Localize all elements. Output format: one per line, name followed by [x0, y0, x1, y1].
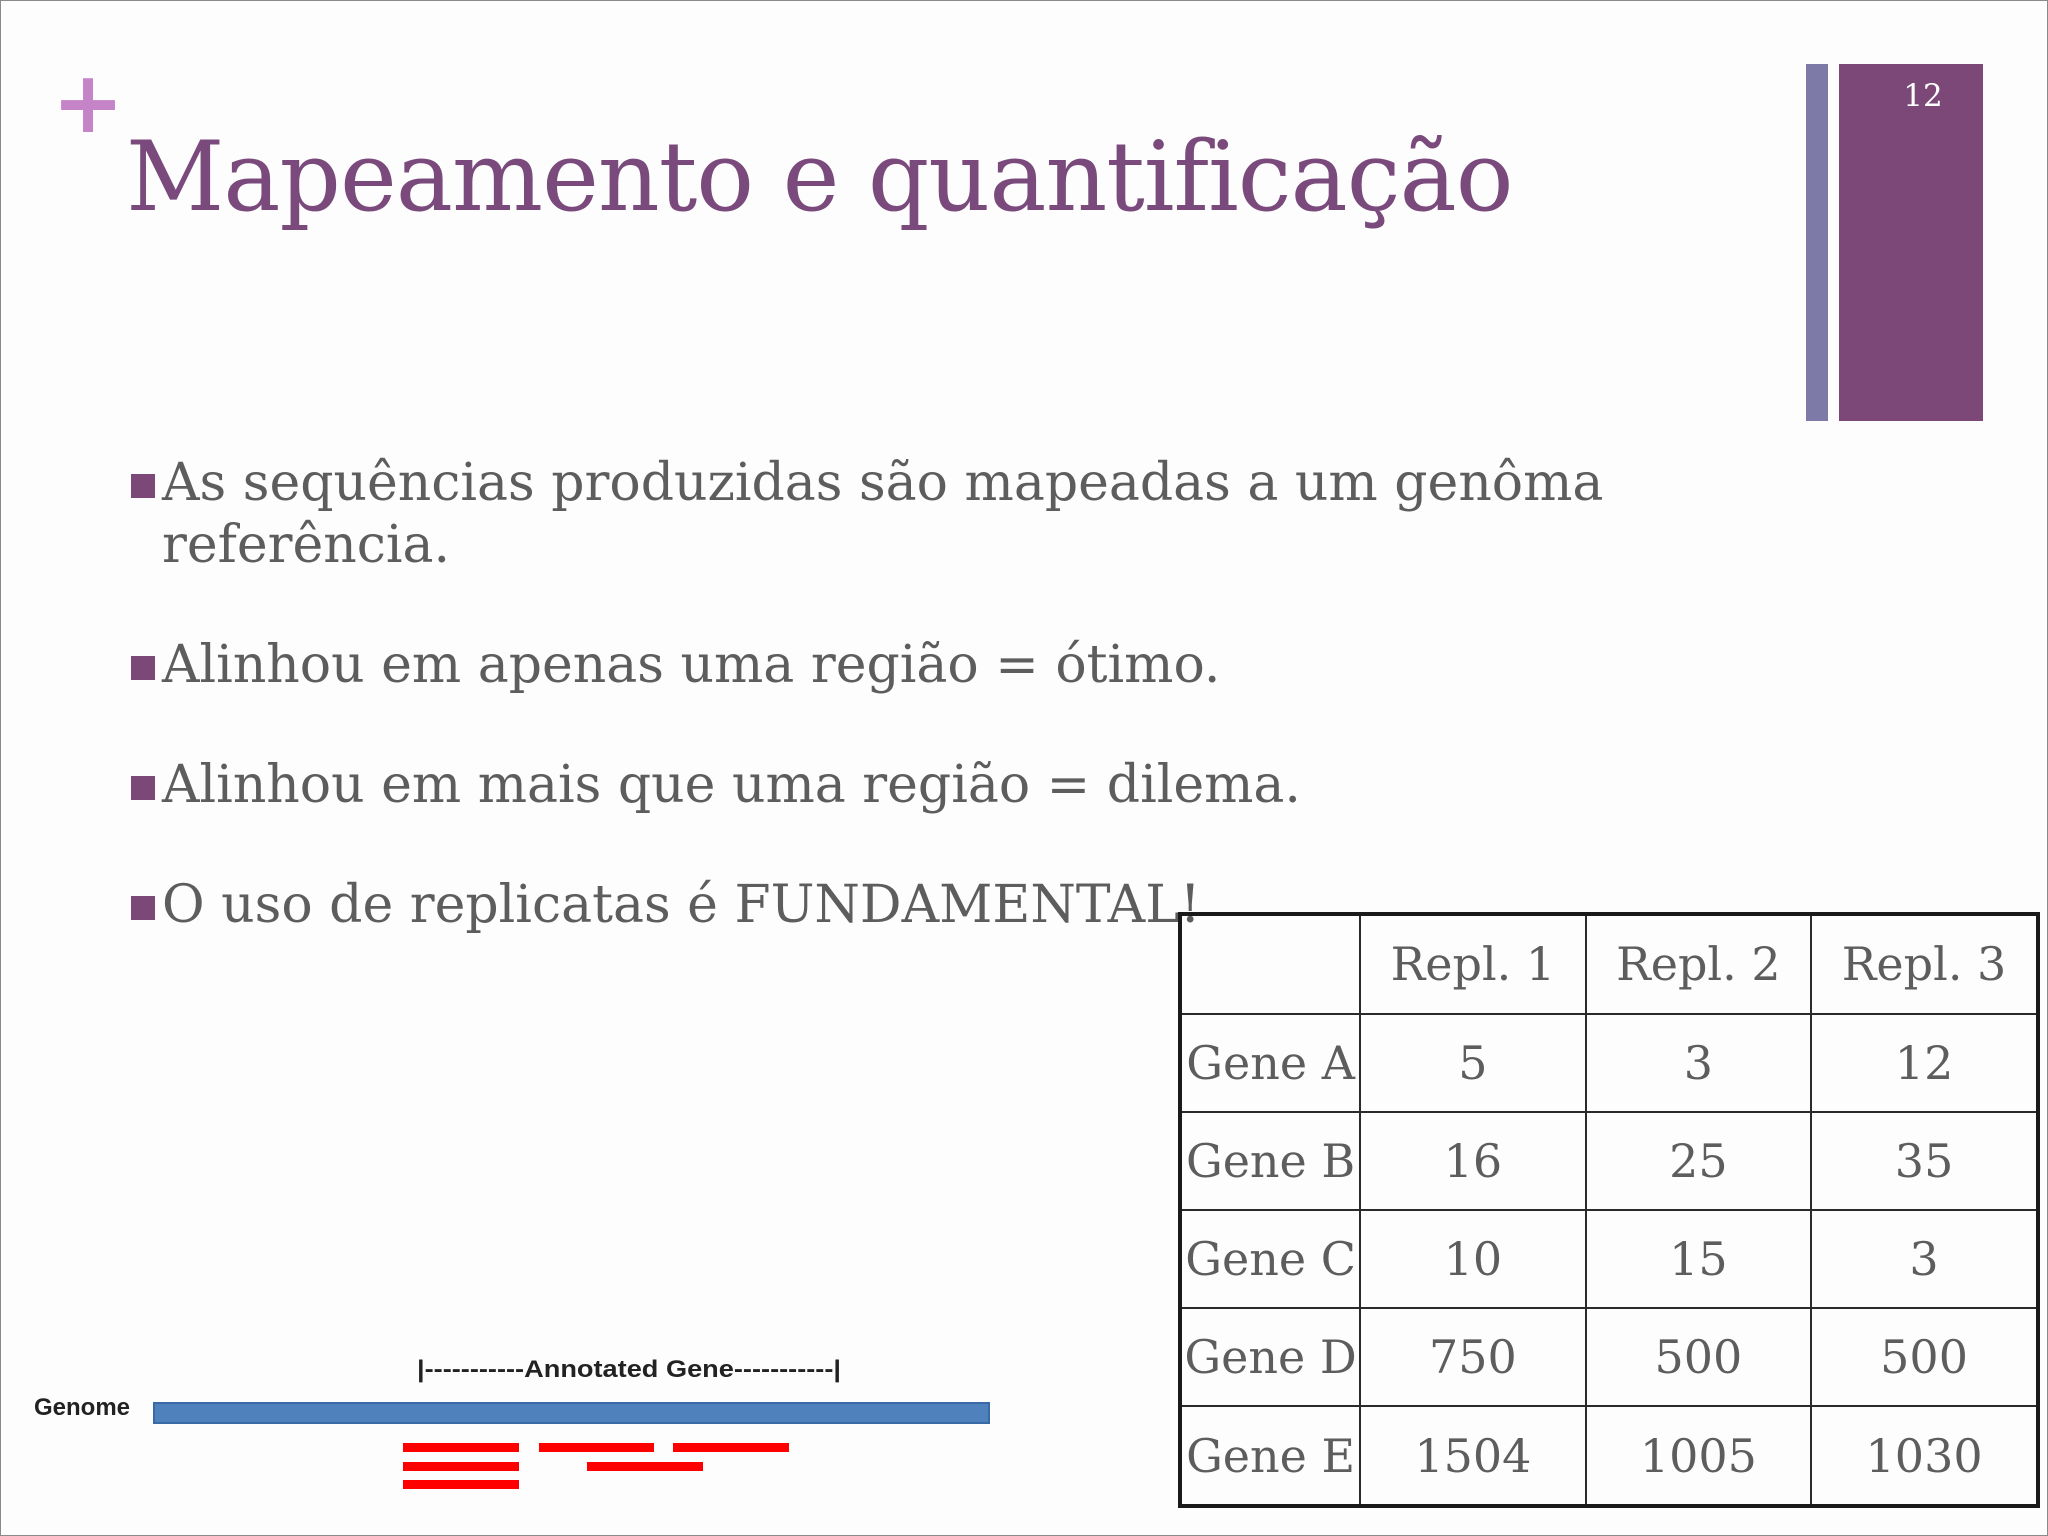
- bullet-square-icon: [131, 656, 155, 680]
- mapped-read: [403, 1443, 519, 1452]
- count-cell: 500: [1586, 1308, 1811, 1406]
- table-row: [1180, 1014, 2038, 1112]
- gene-name-cell: Gene E: [1180, 1406, 1360, 1506]
- table-header-cell: Repl. 1: [1360, 914, 1585, 1014]
- bullet-text: As sequências produzidas são mapeadas a um genôma referência.: [162, 453, 1604, 575]
- genome-label: Genome: [34, 1394, 131, 1421]
- count-cell: 25: [1586, 1112, 1811, 1210]
- mapped-read: [539, 1443, 654, 1452]
- gene-name-cell: Gene A: [1180, 1014, 1360, 1112]
- mapped-read: [587, 1462, 703, 1471]
- page-number: 12: [1903, 78, 1943, 114]
- table-row: [1180, 1406, 2038, 1506]
- bullet-item: [128, 452, 1628, 576]
- bullet-square-icon: [131, 776, 155, 800]
- count-cell: 1504: [1360, 1406, 1585, 1506]
- bullet-text: Alinhou em apenas uma região = ótimo.: [162, 635, 1221, 695]
- table-header-cell: Repl. 3: [1811, 914, 2038, 1014]
- table-row: [1180, 1210, 2038, 1308]
- accent-bar: [1839, 64, 1983, 421]
- bullet-square-icon: [131, 896, 155, 920]
- bullet-square-icon: [131, 474, 155, 498]
- count-cell: 1030: [1811, 1406, 2038, 1506]
- bullet-item: [128, 634, 1628, 696]
- table-header-cell: Repl. 2: [1586, 914, 1811, 1014]
- count-cell: 500: [1811, 1308, 2038, 1406]
- bullet-text: Alinhou em mais que uma região = dilema.: [162, 755, 1301, 815]
- bullet-list: [128, 452, 1628, 936]
- replicate-counts-table: [1178, 912, 2040, 1508]
- bullet-text: O uso de replicatas é FUNDAMENTAL!: [162, 875, 1201, 935]
- accent-bar-thin: [1806, 64, 1828, 421]
- read-mapping-svg: [20, 1330, 1020, 1520]
- table-row: [1180, 1308, 2038, 1406]
- table-row: [1180, 1112, 2038, 1210]
- mapped-read: [403, 1480, 519, 1489]
- read-mapping-diagram: [20, 1330, 1020, 1520]
- count-cell: 12: [1811, 1014, 2038, 1112]
- annotated-gene-label: |-----------Annotated Gene-----------|: [417, 1356, 841, 1383]
- gene-name-cell: Gene C: [1180, 1210, 1360, 1308]
- gene-name-cell: Gene D: [1180, 1308, 1360, 1406]
- count-cell: 1005: [1586, 1406, 1811, 1506]
- gene-name-cell: Gene B: [1180, 1112, 1360, 1210]
- slide-title: Mapeamento e quantificação: [126, 121, 1513, 233]
- table-header-row: [1180, 914, 2038, 1014]
- mapped-read: [403, 1462, 519, 1471]
- count-cell: 3: [1586, 1014, 1811, 1112]
- count-cell: 16: [1360, 1112, 1585, 1210]
- plus-icon: +: [52, 53, 125, 153]
- genome-bar: [154, 1403, 989, 1423]
- count-cell: 15: [1586, 1210, 1811, 1308]
- count-cell: 10: [1360, 1210, 1585, 1308]
- bullet-item: [128, 754, 1628, 816]
- mapped-read: [673, 1443, 789, 1452]
- table-header-cell: [1180, 914, 1360, 1014]
- count-cell: 35: [1811, 1112, 2038, 1210]
- count-cell: 750: [1360, 1308, 1585, 1406]
- count-cell: 3: [1811, 1210, 2038, 1308]
- count-cell: 5: [1360, 1014, 1585, 1112]
